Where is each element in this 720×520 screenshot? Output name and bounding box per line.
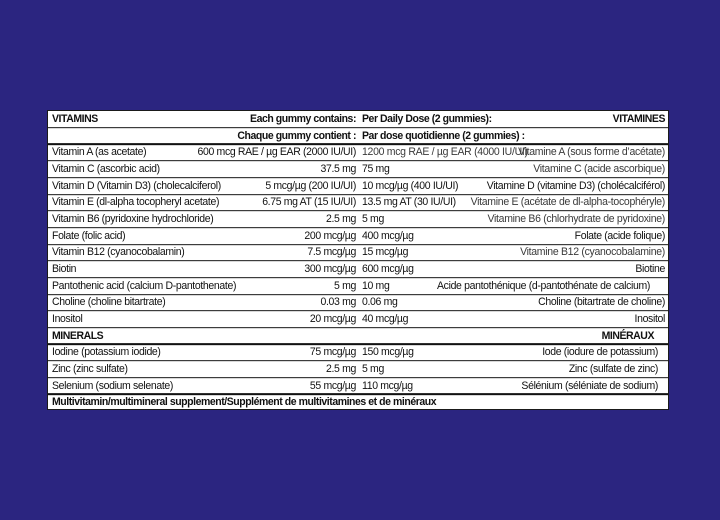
header-row-fr <box>48 127 668 144</box>
supplement-description: Multivitamin/multimineral supplement/Supplément de multivitamines et de minéraux <box>52 396 437 409</box>
table-row <box>48 294 668 311</box>
table-row <box>48 277 668 294</box>
nutrient-name-en: Vitamin C (ascorbic acid) <box>52 162 160 176</box>
nutrient-name-en: Vitamin B6 (pyridoxine hydrochloride) <box>52 212 214 226</box>
nutrient-name-fr: Iode (iodure de potassium) <box>542 346 658 359</box>
per-dose-heading: Per Daily Dose (2 gummies): <box>362 112 492 126</box>
mineraux-heading: MINÉRAUX <box>601 329 654 342</box>
per-dose-value: 75 mg <box>362 162 390 176</box>
per-gummy-value: 7.5 mcg/µg <box>307 246 356 259</box>
nutrient-name-en: Vitamin A (as acetate) <box>52 146 147 159</box>
table-row <box>48 344 668 361</box>
nutrient-name-fr: Vitamine E (acétate de dl-alpha-tocophéryle) <box>470 196 665 209</box>
table-row <box>48 211 668 228</box>
per-dose-value: 13.5 mg AT (30 IU/UI) <box>362 196 456 209</box>
table-row <box>48 311 668 328</box>
per-gummy-value: 20 mcg/µg <box>309 312 356 325</box>
nutrient-name-en: Vitamin B12 (cyanocobalamin) <box>52 246 185 259</box>
per-gummy-value: 0.03 mg <box>320 296 356 309</box>
per-gummy-heading-fr: Chaque gummy contient : <box>237 129 356 142</box>
nutrient-name-fr: Inositol <box>634 312 665 325</box>
per-dose-value: 10 mg <box>362 279 390 292</box>
nutrient-name-en: Selenium (sodium selenate) <box>52 379 174 392</box>
per-gummy-value: 300 mcg/µg <box>304 262 356 276</box>
nutrient-name-fr: Choline (bitartrate de choline) <box>538 296 665 309</box>
per-dose-value: 1200 mcg RAE / µg EAR (4000 IU/UI) <box>362 146 528 159</box>
minerals-heading: MINERALS <box>52 329 104 342</box>
table-row <box>48 194 668 211</box>
table-row <box>48 144 668 161</box>
per-dose-value: 150 mcg/µg <box>362 346 414 359</box>
table-row <box>48 261 668 278</box>
per-dose-value: 0.06 mg <box>362 296 398 309</box>
per-dose-value: 10 mcg/µg (400 IU/UI) <box>362 179 459 192</box>
nutrient-name-en: Zinc (zinc sulfate) <box>52 362 128 375</box>
nutrient-name-en: Vitamin D (Vitamin D3) (cholecalciferol) <box>52 179 221 192</box>
table-row <box>48 177 668 194</box>
per-dose-value: 15 mcg/µg <box>362 246 409 259</box>
header-row-en <box>48 111 668 128</box>
per-dose-value: 600 mcg/µg <box>362 262 414 276</box>
vitamins-heading: VITAMINS <box>52 112 98 126</box>
nutrient-name-fr: Zinc (sulfate de zinc) <box>568 362 658 375</box>
per-gummy-value: 55 mcg/µg <box>309 379 356 392</box>
nutrient-name-fr: Vitamine A (sous forme d’acétate) <box>518 146 665 159</box>
per-dose-value: 5 mg <box>362 362 384 375</box>
table-row <box>48 161 668 178</box>
table-row <box>48 361 668 378</box>
nutrient-name-fr: Vitamine B12 (cyanocobalamine) <box>520 246 665 259</box>
per-gummy-value: 5 mcg/µg (200 IU/UI) <box>265 179 356 192</box>
per-gummy-value: 200 mcg/µg <box>304 229 356 242</box>
per-gummy-heading: Each gummy contains: <box>250 112 356 126</box>
nutrient-name-fr: Sélénium (séléniate de sodium) <box>521 379 658 392</box>
nutrient-name-fr: Acide pantothénique (d-pantothénate de calcium) <box>437 279 650 292</box>
nutrient-name-fr: Vitamine C (acide ascorbique) <box>533 162 665 176</box>
per-dose-value: 400 mcg/µg <box>362 229 414 242</box>
per-gummy-value: 600 mcg RAE / µg EAR (2000 IU/UI) <box>197 146 356 159</box>
per-gummy-value: 2.5 mg <box>326 212 356 226</box>
per-dose-heading-fr: Par dose quotidienne (2 gummies) : <box>362 129 525 142</box>
nutrient-name-fr: Biotine <box>635 262 665 276</box>
per-dose-value: 40 mcg/µg <box>362 312 409 325</box>
nutrient-name-en: Folate (folic acid) <box>52 229 126 242</box>
supplement-facts-panel <box>47 110 669 410</box>
per-gummy-value: 37.5 mg <box>320 162 356 176</box>
table-row <box>48 244 668 261</box>
per-gummy-value: 6.75 mg AT (15 IU/UI) <box>262 196 356 209</box>
table-row <box>48 377 668 394</box>
per-gummy-value: 2.5 mg <box>326 362 356 375</box>
nutrient-name-en: Pantothenic acid (calcium D-pantothenate) <box>52 279 237 292</box>
nutrient-name-en: Biotin <box>52 262 77 276</box>
nutrient-name-en: Inositol <box>52 312 83 325</box>
nutrient-name-en: Vitamin E (dl-alpha tocopheryl acetate) <box>52 196 220 209</box>
minerals-header-row <box>48 327 668 344</box>
table-row <box>48 227 668 244</box>
nutrient-name-fr: Vitamine B6 (chlorhydrate de pyridoxine) <box>487 212 665 226</box>
per-gummy-value: 5 mg <box>334 279 356 292</box>
nutrient-name-en: Iodine (potassium iodide) <box>52 346 161 359</box>
nutrient-name-fr: Folate (acide folique) <box>574 229 665 242</box>
per-dose-value: 110 mcg/µg <box>362 379 413 392</box>
vitamines-heading: VITAMINES <box>612 112 665 126</box>
per-gummy-value: 75 mcg/µg <box>309 346 356 359</box>
per-dose-value: 5 mg <box>362 212 384 226</box>
nutrient-name-fr: Vitamine D (vitamine D3) (cholécalciférol) <box>486 179 665 192</box>
footer-row <box>48 394 668 411</box>
nutrient-name-en: Choline (choline bitartrate) <box>52 296 166 309</box>
